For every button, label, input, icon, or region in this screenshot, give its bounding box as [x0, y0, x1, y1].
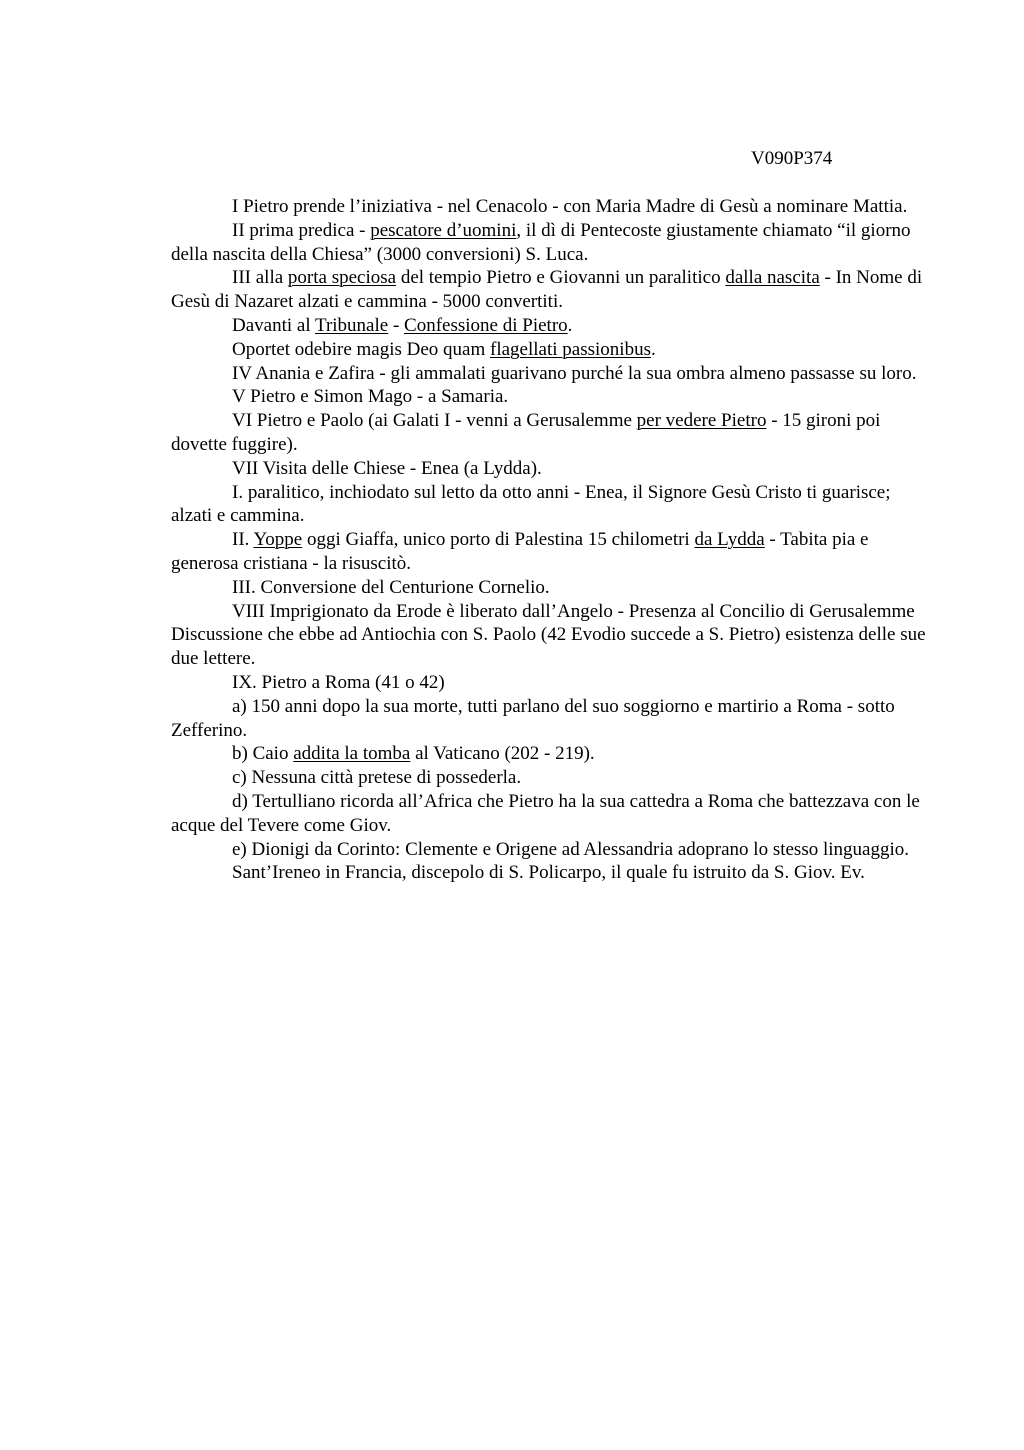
- paragraph: [171, 576, 931, 600]
- text-segment: VI Pietro e Paolo (ai Galati I - venni a Gerusalemme: [232, 410, 637, 432]
- underlined-text: addita la tomba: [293, 743, 411, 765]
- paragraph: [171, 362, 931, 386]
- text-segment: del tempio Pietro e Giovanni un paralitico: [396, 267, 726, 289]
- text-segment: Sant’Ireneo in Francia, discepolo di S. Policarpo, il quale fu istruito da S. Giov. Ev.: [232, 862, 865, 884]
- paragraph: [171, 695, 931, 743]
- paragraph: [171, 481, 931, 529]
- underlined-text: da Lydda: [694, 529, 765, 551]
- underlined-text: Tribunale: [315, 314, 389, 336]
- text-segment: oggi Giaffa, unico porto di Palestina 15 chilometri: [302, 529, 695, 551]
- paragraph: [171, 790, 931, 838]
- text-segment: - 15 gironi poi dovette fuggire).: [171, 410, 881, 455]
- text-segment: , il dì di Pentecoste giustamente chiamato “il giorno della nascita della Chiesa” (3000 conversioni) S. Luca.: [171, 219, 911, 265]
- text-segment: b) Caio: [232, 743, 294, 765]
- text-segment: -: [388, 314, 405, 336]
- text-segment: Davanti al: [232, 314, 316, 336]
- underlined-text: per vedere Pietro: [636, 410, 767, 432]
- text-segment: VIII Imprigionato da Erode è liberato dall’Angelo - Presenza al Concilio di Gerusalemme Discussione che ebbe ad Antiochia con S. Paolo (42 Evodio succede a S. Pietro) esistenza delle sue due lettere.: [171, 600, 926, 670]
- text-segment: II prima predica -: [232, 219, 371, 241]
- paragraph: [171, 219, 931, 267]
- text-segment: IV Anania e Zafira - gli ammalati guarivano purché la sua ombra almeno passasse su loro.: [232, 362, 917, 384]
- text-segment: III alla: [232, 267, 288, 289]
- paragraph: [171, 338, 931, 362]
- paragraph: [171, 195, 931, 219]
- paragraph: [171, 742, 931, 766]
- paragraph: [171, 409, 931, 457]
- text-segment: a) 150 anni dopo la sua morte, tutti parlano del suo soggiorno e martirio a Roma - sotto Zefferino.: [171, 695, 895, 741]
- text-segment: III. Conversione del Centurione Cornelio.: [232, 576, 550, 598]
- underlined-text: Confessione di Pietro: [404, 314, 568, 336]
- text-segment: VII Visita delle Chiese - Enea (a Lydda).: [232, 457, 542, 479]
- paragraph: [171, 385, 931, 409]
- underlined-text: pescatore d’uomini: [370, 219, 517, 241]
- paragraph: [171, 457, 931, 481]
- text-segment: .: [650, 338, 656, 360]
- paragraph: [171, 766, 931, 790]
- text-segment: d) Tertulliano ricorda all’Africa che Pietro ha la sua cattedra a Roma che battezzava con le acque del Tevere come Giov.: [171, 790, 920, 836]
- text-segment: - In Nome di Gesù di Nazaret alzati e cammina - 5000 convertiti.: [171, 267, 923, 313]
- text-segment: e) Dionigi da Corinto: Clemente e Origene ad Alessandria adoprano lo stesso linguaggio.: [232, 838, 909, 860]
- text-segment: - Tabita pia e generosa cristiana - la risuscitò.: [171, 529, 869, 574]
- text-segment: I Pietro prende l’iniziativa - nel Cenacolo - con Maria Madre di Gesù a nominare Mattia.: [232, 196, 908, 217]
- underlined-text: porta speciosa: [287, 267, 397, 289]
- text-segment: II.: [232, 529, 254, 551]
- text-segment: Oportet odebire magis Deo quam: [232, 338, 491, 360]
- text-segment: V Pietro e Simon Mago - a Samaria.: [232, 386, 509, 408]
- paragraph: [171, 266, 931, 314]
- paragraph: [171, 600, 931, 671]
- text-segment: al Vaticano (202 - 219).: [410, 743, 595, 765]
- underlined-text: flagellati passionibus: [490, 338, 651, 360]
- text-segment: IX. Pietro a Roma (41 o 42): [232, 671, 445, 693]
- underlined-text: dalla nascita: [725, 267, 820, 289]
- paragraph: [171, 314, 931, 338]
- text-segment: .: [567, 314, 573, 336]
- paragraph: [171, 671, 931, 695]
- paragraph: [171, 838, 931, 862]
- document-id: V090P374: [751, 148, 833, 169]
- text-segment: c) Nessuna città pretese di possederla.: [232, 767, 522, 789]
- paragraph: [171, 528, 931, 576]
- paragraph: [171, 861, 931, 885]
- document-body: [171, 195, 931, 885]
- text-segment: I. paralitico, inchiodato sul letto da otto anni - Enea, il Signore Gesù Cristo ti guarisce; alzati e cammina.: [171, 481, 891, 527]
- underlined-text: Yoppe: [253, 529, 303, 551]
